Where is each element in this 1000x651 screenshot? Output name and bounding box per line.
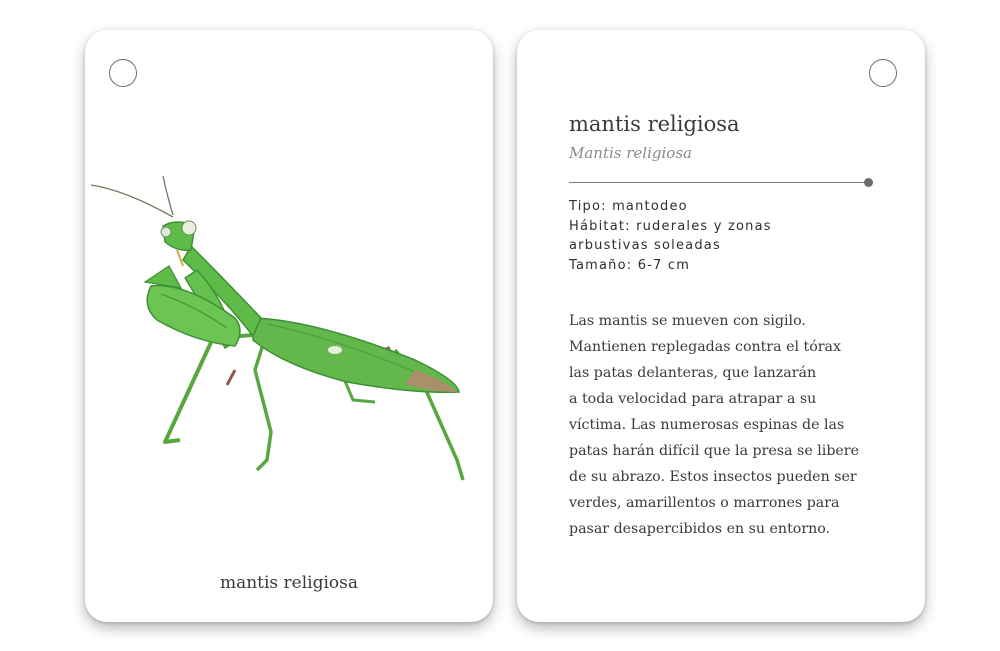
description-line: verdes, amarillentos o marrones para [569, 495, 840, 511]
description-line: de su abrazo. Estos insectos pueden ser [569, 469, 857, 485]
divider-line [569, 182, 867, 183]
description-line: pasar desapercibidos en su entorno. [569, 521, 831, 537]
description-line: a toda velocidad para atrapar a su [569, 391, 817, 407]
divider-dot [864, 178, 873, 187]
fact-habitat: Hábitat: ruderales y zonas [569, 218, 772, 234]
front-card-name: mantis religiosa [219, 573, 359, 593]
facts-list [569, 197, 869, 275]
description-line: Las mantis se mueven con sigilo. [569, 313, 806, 329]
common-name-title: mantis religiosa [569, 112, 740, 136]
fact-size: Tamaño: 6-7 cm [569, 257, 691, 273]
punch-hole [109, 59, 137, 87]
description-line: las patas delanteras, que lanzarán [569, 365, 817, 381]
description-line: patas harán difícil que la presa se libere [569, 443, 859, 459]
front-card [85, 30, 493, 622]
fact-type: Tipo: mantodeo [569, 199, 688, 214]
praying-mantis-illustration [85, 170, 493, 500]
description [569, 308, 879, 542]
punch-hole [869, 59, 897, 87]
description-line: víctima. Las numerosas espinas de las [569, 417, 845, 433]
back-card [517, 30, 925, 622]
description-line: Mantienen replegadas contra el tórax [569, 339, 842, 355]
scientific-name: Mantis religiosa [569, 144, 692, 162]
fact-habitat-cont: arbustivas soleadas [569, 238, 721, 253]
